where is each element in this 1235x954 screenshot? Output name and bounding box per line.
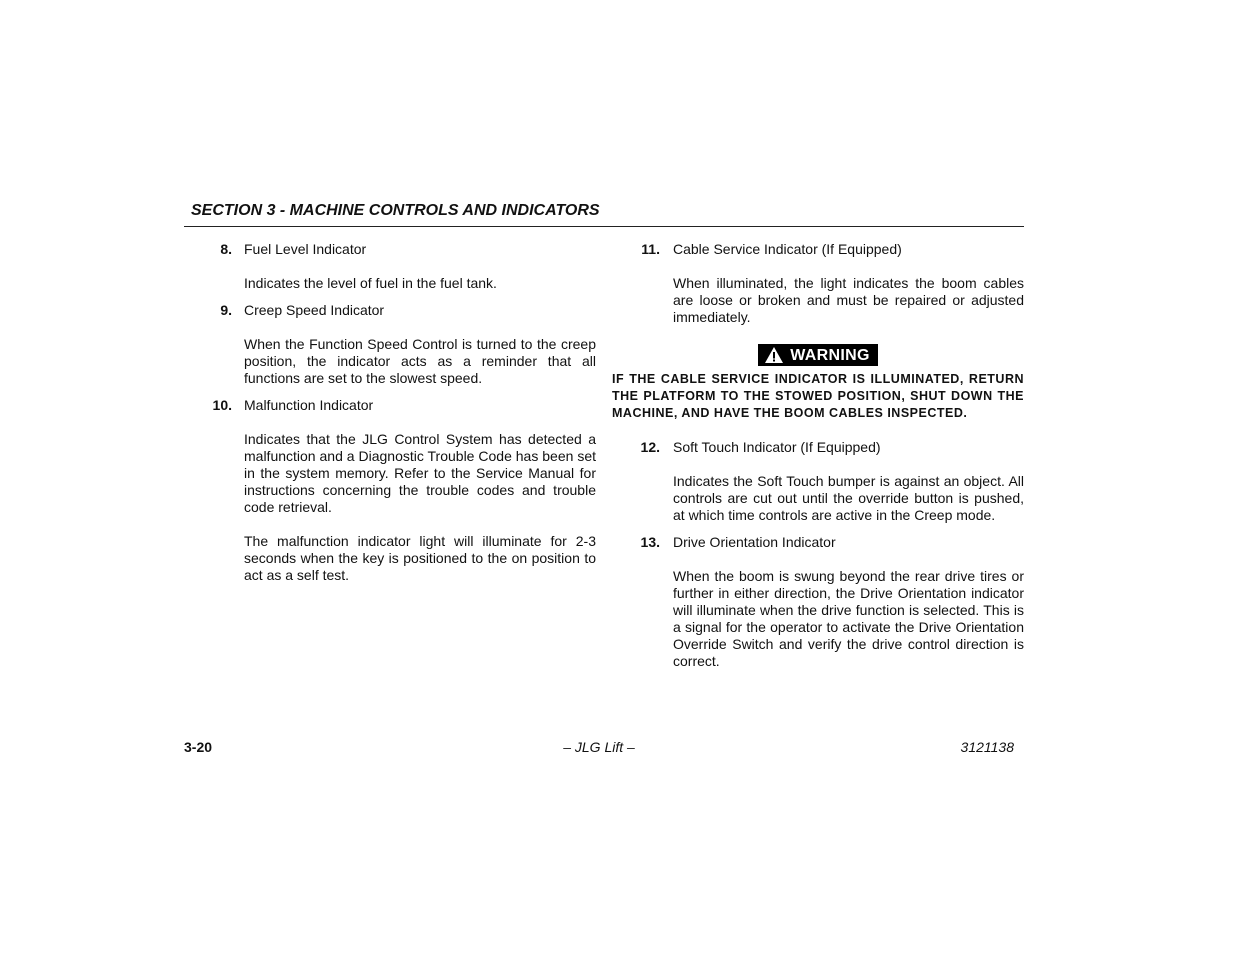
warning-header [612,344,1024,368]
item-body: The malfunction indicator light will illuminate for 2-3 seconds when the key is positioned to the on position to act as a self test. [244,533,596,583]
item-title: Creep Speed Indicator [244,302,385,318]
left-column [184,241,596,584]
list-item [612,534,1024,670]
item-body: Indicates the level of fuel in the fuel tank. [244,275,497,291]
warning-triangle-icon [764,346,784,364]
list-item [612,241,1024,326]
section-header [184,202,1024,227]
document-number: 3121138 [960,739,1014,755]
item-number: 12. [640,439,660,455]
item-title: Fuel Level Indicator [244,241,367,257]
item-body: When the boom is swung beyond the rear drive tires or further in either direction, the Drive Orientation indicator will illuminate when the drive function is selected. This is a signal for the operator to activate the Drive Orientation Override Switch and verify the drive control direction is correct. [673,568,1024,669]
item-number: 11. [641,241,660,257]
item-number: 9. [220,302,232,318]
item-title: Drive Orientation Indicator [673,534,836,550]
list-item [184,397,596,584]
page-number: 3-20 [184,739,213,755]
warning-badge [758,344,877,366]
list-item [612,439,1024,524]
item-body: Indicates the Soft Touch bumper is against an object. All controls are cut out until the override button is pushed, at which time controls are active in the Creep mode. [673,473,1024,523]
item-body: Indicates that the JLG Control System has detected a malfunction and a Diagnostic Trouble Code has been set in the system memory. Refer to the Service Manual for instructions concerning the trouble codes and trouble code retrieval. [244,431,596,515]
item-body: When the Function Speed Control is turned to the creep position, the indicator acts as a reminder that all functions are set to the slowest speed. [244,336,596,386]
item-number: 10. [212,397,232,413]
warning-text: IF THE CABLE SERVICE INDICATOR IS ILLUMINATED, RETURN THE PLATFORM TO THE STOWED POSITION, SHUT DOWN THE MACHINE, AND HAVE THE BOOM CABLES INSPECTED. [612,372,1024,420]
section-title: SECTION 3 - MACHINE CONTROLS AND INDICATORS [191,202,600,219]
item-body: When illuminated, the light indicates the boom cables are loose or broken and must be repaired or adjusted immediately. [673,275,1024,325]
item-title: Cable Service Indicator (If Equipped) [673,241,902,257]
warning-label: WARNING [790,346,870,364]
item-title: Malfunction Indicator [244,397,374,413]
footer-title: – JLG Lift – [563,739,635,755]
item-title: Soft Touch Indicator (If Equipped) [673,439,881,455]
list-item [184,302,596,387]
item-number: 13. [640,534,660,550]
list-item [184,241,596,292]
right-column [612,241,1024,670]
item-number: 8. [220,241,232,257]
